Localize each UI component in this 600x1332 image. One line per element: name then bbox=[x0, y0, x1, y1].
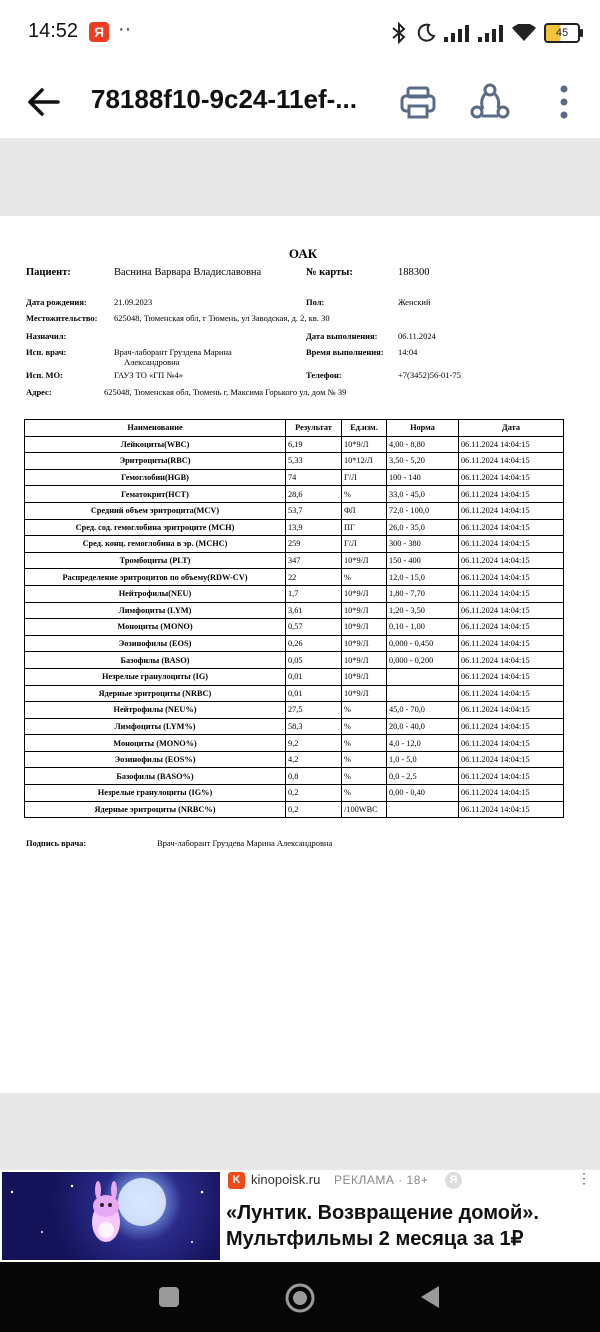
test-date: 06.11.2024 14:04:15 bbox=[459, 635, 564, 652]
test-date: 06.11.2024 14:04:15 bbox=[459, 768, 564, 785]
results-table bbox=[24, 419, 564, 818]
test-result: 22 bbox=[286, 569, 342, 586]
test-name: Эозинофилы (EOS%) bbox=[25, 751, 286, 768]
table-row bbox=[25, 569, 564, 586]
luntik-character-image bbox=[2, 1172, 220, 1260]
sex-label: Пол: bbox=[306, 297, 325, 307]
more-options-icon[interactable] bbox=[542, 78, 586, 126]
test-unit: % bbox=[342, 735, 387, 752]
print-icon[interactable] bbox=[396, 78, 440, 126]
exec-date-value: 06.11.2024 bbox=[398, 331, 436, 341]
table-row bbox=[25, 718, 564, 735]
navigation-bar bbox=[0, 1262, 600, 1332]
birth-label: Дата рождения: bbox=[26, 297, 87, 307]
ad-menu-icon[interactable]: ⋮ bbox=[577, 1170, 591, 1186]
test-unit: 10*9/Л bbox=[342, 685, 387, 702]
home-icon[interactable] bbox=[284, 1282, 316, 1314]
table-row bbox=[25, 552, 564, 569]
col-norm-header: Норма bbox=[387, 420, 459, 437]
exec-date-label: Дата выполнения: bbox=[306, 331, 378, 341]
test-norm: 72,0 - 100,0 bbox=[387, 502, 459, 519]
test-unit: 10*9/Л bbox=[342, 635, 387, 652]
mo-value: ГАУЗ ТО «ГП №4» bbox=[114, 370, 184, 380]
table-row bbox=[25, 685, 564, 702]
test-date: 06.11.2024 14:04:15 bbox=[459, 652, 564, 669]
test-date: 06.11.2024 14:04:15 bbox=[459, 469, 564, 486]
test-unit: 10*12/Л bbox=[342, 453, 387, 470]
test-name: Сред. сод. гемоглобина эритроците (MCH) bbox=[25, 519, 286, 536]
wifi-icon bbox=[512, 24, 536, 42]
card-number: 188300 bbox=[398, 267, 430, 278]
test-date: 06.11.2024 14:04:15 bbox=[459, 602, 564, 619]
test-result: 27,5 bbox=[286, 702, 342, 719]
test-name: Гемоглобин(HGB) bbox=[25, 469, 286, 486]
test-norm: 20,0 - 40,0 bbox=[387, 718, 459, 735]
table-row bbox=[25, 536, 564, 553]
test-unit: 10*9/Л bbox=[342, 652, 387, 669]
test-name: Гематокрит(HCT) bbox=[25, 486, 286, 503]
table-row bbox=[25, 801, 564, 818]
test-name: Лимфоциты (LYM%) bbox=[25, 718, 286, 735]
table-row bbox=[25, 785, 564, 802]
test-norm: 1,80 - 7,70 bbox=[387, 585, 459, 602]
ad-label: РЕКЛАМА · 18+ bbox=[334, 1173, 429, 1187]
test-name: Базофилы (BASO%) bbox=[25, 768, 286, 785]
birth-date: 21.09.2023 bbox=[114, 297, 153, 307]
test-date: 06.11.2024 14:04:15 bbox=[459, 801, 564, 818]
test-unit: 10*9/Л bbox=[342, 619, 387, 636]
ad-headline[interactable]: «Лунтик. Возвращение домой». Мультфильмы 2 месяца за 1₽ bbox=[226, 1202, 539, 1250]
mo-label: Исп. МО: bbox=[26, 370, 63, 380]
test-name: Эритроциты(RBC) bbox=[25, 453, 286, 470]
test-norm: 33,0 - 45,0 bbox=[387, 486, 459, 503]
test-name: Эозинофилы (EOS) bbox=[25, 635, 286, 652]
test-unit: ПГ bbox=[342, 519, 387, 536]
status-icons bbox=[390, 20, 580, 46]
test-result: 28,6 bbox=[286, 486, 342, 503]
test-result: 0,05 bbox=[286, 652, 342, 669]
test-date: 06.11.2024 14:04:15 bbox=[459, 536, 564, 553]
test-unit: % bbox=[342, 569, 387, 586]
test-date: 06.11.2024 14:04:15 bbox=[459, 486, 564, 503]
test-name: Моноциты (MONO) bbox=[25, 619, 286, 636]
test-date: 06.11.2024 14:04:15 bbox=[459, 569, 564, 586]
test-result: 347 bbox=[286, 552, 342, 569]
table-row bbox=[25, 585, 564, 602]
table-row bbox=[25, 453, 564, 470]
test-unit: % bbox=[342, 768, 387, 785]
battery-icon: 45 bbox=[544, 23, 580, 43]
kinopoisk-logo-icon: K bbox=[228, 1172, 245, 1189]
test-norm bbox=[387, 668, 459, 685]
table-row bbox=[25, 652, 564, 669]
test-date: 06.11.2024 14:04:15 bbox=[459, 702, 564, 719]
test-unit: 10*9/Л bbox=[342, 436, 387, 453]
test-result: 3,61 bbox=[286, 602, 342, 619]
sex-value: Женский bbox=[398, 297, 431, 307]
test-name: Нейтрофилы(NEU) bbox=[25, 585, 286, 602]
test-unit: % bbox=[342, 486, 387, 503]
test-unit: % bbox=[342, 718, 387, 735]
test-unit: % bbox=[342, 785, 387, 802]
exec-time-label: Время выполнения: bbox=[306, 347, 384, 357]
address-value: 625048, Тюменская обл, Тюмень г, Максима Горького ул, дом № 39 bbox=[104, 387, 347, 397]
test-result: 74 bbox=[286, 469, 342, 486]
yandex-app-icon: Я bbox=[89, 22, 109, 42]
test-date: 06.11.2024 14:04:15 bbox=[459, 685, 564, 702]
document-page bbox=[0, 216, 600, 1093]
doctor-value-line1: Врач-лаборант Груздева Марина bbox=[114, 347, 232, 357]
share-icon[interactable] bbox=[468, 78, 512, 126]
test-result: 0,01 bbox=[286, 685, 342, 702]
test-result: 5,33 bbox=[286, 453, 342, 470]
test-norm: 0,000 - 0,450 bbox=[387, 635, 459, 652]
back-arrow-icon[interactable] bbox=[24, 82, 64, 122]
test-name: Незрелые гранулоциты (IG) bbox=[25, 668, 286, 685]
col-result-header: Результат bbox=[286, 420, 342, 437]
yandex-logo-icon: Я bbox=[445, 1172, 462, 1189]
test-result: 9,2 bbox=[286, 735, 342, 752]
test-name: Ядерные эритроциты (NRBC) bbox=[25, 685, 286, 702]
test-name: Моноциты (MONO%) bbox=[25, 735, 286, 752]
test-norm: 0,000 - 0,200 bbox=[387, 652, 459, 669]
test-unit: Г/Л bbox=[342, 536, 387, 553]
ad-banner[interactable] bbox=[0, 1170, 600, 1262]
test-date: 06.11.2024 14:04:15 bbox=[459, 585, 564, 602]
test-unit: /100WBC bbox=[342, 801, 387, 818]
test-unit: 10*9/Л bbox=[342, 602, 387, 619]
address-label: Адрес: bbox=[26, 387, 52, 397]
test-result: 4,2 bbox=[286, 751, 342, 768]
test-date: 06.11.2024 14:04:15 bbox=[459, 619, 564, 636]
patient-label: Пациент: bbox=[26, 267, 71, 278]
table-row bbox=[25, 635, 564, 652]
test-date: 06.11.2024 14:04:15 bbox=[459, 552, 564, 569]
test-date: 06.11.2024 14:04:15 bbox=[459, 718, 564, 735]
test-norm: 300 - 380 bbox=[387, 536, 459, 553]
table-row bbox=[25, 668, 564, 685]
assigned-label: Назначил: bbox=[26, 331, 67, 341]
test-name: Сред. конц. гемоглобина в эр. (MCHC) bbox=[25, 536, 286, 553]
test-unit: 10*9/Л bbox=[342, 552, 387, 569]
test-norm: 150 - 400 bbox=[387, 552, 459, 569]
test-name: Незрелые гранулоциты (IG%) bbox=[25, 785, 286, 802]
test-norm: 0,0 - 2,5 bbox=[387, 768, 459, 785]
test-unit: Г/Л bbox=[342, 469, 387, 486]
test-unit: % bbox=[342, 751, 387, 768]
test-result: 0,01 bbox=[286, 668, 342, 685]
recent-apps-icon[interactable] bbox=[158, 1286, 180, 1308]
test-date: 06.11.2024 14:04:15 bbox=[459, 785, 564, 802]
col-date-header: Дата bbox=[459, 420, 564, 437]
status-bar bbox=[0, 0, 600, 70]
test-norm: 0,10 - 1,00 bbox=[387, 619, 459, 636]
phone-label: Телефон: bbox=[306, 370, 342, 380]
test-date: 06.11.2024 14:04:15 bbox=[459, 436, 564, 453]
table-row bbox=[25, 751, 564, 768]
signature-value: Врач-лаборант Груздева Марина Александровна bbox=[157, 838, 333, 848]
table-row bbox=[25, 486, 564, 503]
test-unit: 10*9/Л bbox=[342, 668, 387, 685]
report-title: ОАК bbox=[288, 246, 318, 261]
table-row bbox=[25, 768, 564, 785]
test-norm: 100 - 140 bbox=[387, 469, 459, 486]
doctor-label: Исп. врач: bbox=[26, 347, 67, 357]
table-row bbox=[25, 436, 564, 453]
test-result: 1,7 bbox=[286, 585, 342, 602]
test-norm: 4,0 - 12,0 bbox=[387, 735, 459, 752]
test-norm: 4,00 - 8,80 bbox=[387, 436, 459, 453]
test-result: 0,8 bbox=[286, 768, 342, 785]
ad-image[interactable] bbox=[2, 1172, 220, 1260]
test-name: Распределение эритроцитов по объему(RDW-CV) bbox=[25, 569, 286, 586]
test-result: 6,19 bbox=[286, 436, 342, 453]
test-result: 58,3 bbox=[286, 718, 342, 735]
test-name: Средний объем эритроцита(MCV) bbox=[25, 502, 286, 519]
app-bar bbox=[0, 70, 600, 138]
col-name-header: Наименование bbox=[25, 420, 286, 437]
table-row bbox=[25, 469, 564, 486]
test-result: 259 bbox=[286, 536, 342, 553]
table-row bbox=[25, 702, 564, 719]
signal-icon-2 bbox=[478, 24, 504, 42]
test-norm bbox=[387, 685, 459, 702]
more-notifications-icon: ·· bbox=[118, 18, 132, 40]
ad-site[interactable]: kinopoisk.ru bbox=[251, 1172, 321, 1187]
test-unit: ФЛ bbox=[342, 502, 387, 519]
card-label: № карты: bbox=[306, 267, 353, 278]
test-norm bbox=[387, 801, 459, 818]
table-row bbox=[25, 602, 564, 619]
residence-value: 625048, Тюменская обл, г Тюмень, ул Заводская, д. 2, кв. 30 bbox=[114, 313, 330, 323]
test-result: 0,57 bbox=[286, 619, 342, 636]
moon-icon bbox=[416, 23, 436, 43]
test-name: Лейкоциты(WBC) bbox=[25, 436, 286, 453]
table-row bbox=[25, 502, 564, 519]
exec-time-value: 14:04 bbox=[398, 347, 418, 357]
residence-label: Местожительство: bbox=[26, 313, 98, 323]
back-nav-icon[interactable] bbox=[418, 1284, 442, 1310]
test-norm: 45,0 - 70,0 bbox=[387, 702, 459, 719]
table-header-row bbox=[25, 420, 564, 437]
test-norm: 3,50 - 5,20 bbox=[387, 453, 459, 470]
test-result: 0,2 bbox=[286, 785, 342, 802]
test-date: 06.11.2024 14:04:15 bbox=[459, 751, 564, 768]
status-time: 14:52 bbox=[28, 20, 79, 42]
test-name: Нейтрофилы (NEU%) bbox=[25, 702, 286, 719]
test-norm: 1,20 - 3,50 bbox=[387, 602, 459, 619]
signal-icon bbox=[444, 24, 470, 42]
test-norm: 26,0 - 35,0 bbox=[387, 519, 459, 536]
test-result: 13,9 bbox=[286, 519, 342, 536]
test-norm: 1,0 - 5,0 bbox=[387, 751, 459, 768]
test-date: 06.11.2024 14:04:15 bbox=[459, 453, 564, 470]
col-unit-header: Ед.изм. bbox=[342, 420, 387, 437]
test-name: Тромбоциты (PLT) bbox=[25, 552, 286, 569]
test-date: 06.11.2024 14:04:15 bbox=[459, 502, 564, 519]
test-date: 06.11.2024 14:04:15 bbox=[459, 668, 564, 685]
test-norm: 12,0 - 15,0 bbox=[387, 569, 459, 586]
doctor-value-line2: Александровна bbox=[124, 357, 180, 367]
test-unit: 10*9/Л bbox=[342, 585, 387, 602]
test-result: 53,7 bbox=[286, 502, 342, 519]
phone-value: +7(3452)56-01-75 bbox=[398, 370, 461, 380]
document-title: 78188f10-9c24-11ef-... bbox=[91, 84, 357, 114]
test-result: 0,26 bbox=[286, 635, 342, 652]
test-unit: % bbox=[342, 702, 387, 719]
signature-label: Подпись врача: bbox=[26, 838, 87, 848]
table-row bbox=[25, 619, 564, 636]
test-name: Базофилы (BASO) bbox=[25, 652, 286, 669]
test-norm: 0,00 - 0,40 bbox=[387, 785, 459, 802]
test-result: 0,2 bbox=[286, 801, 342, 818]
table-row bbox=[25, 519, 564, 536]
test-date: 06.11.2024 14:04:15 bbox=[459, 735, 564, 752]
patient-name: Васнина Варвара Владиславовна bbox=[114, 267, 262, 278]
bluetooth-icon bbox=[390, 22, 408, 44]
table-row bbox=[25, 735, 564, 752]
test-name: Лимфоциты (LYM) bbox=[25, 602, 286, 619]
test-date: 06.11.2024 14:04:15 bbox=[459, 519, 564, 536]
test-name: Ядерные эритроциты (NRBC%) bbox=[25, 801, 286, 818]
